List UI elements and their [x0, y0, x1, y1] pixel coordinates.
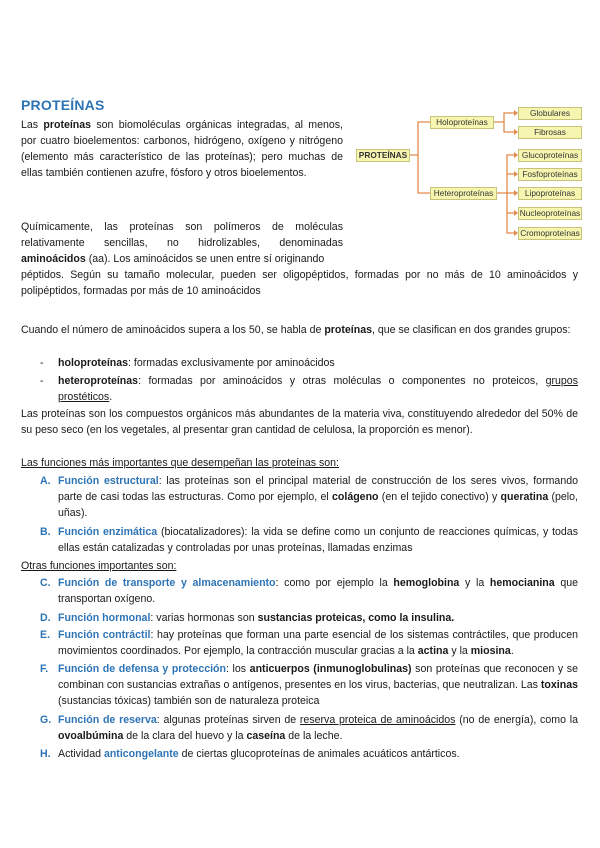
function-d: D. Función hormonal: varias hormonas son sustancias proteicas, como la insulina. — [40, 612, 455, 624]
function-c: C. Función de transporte y almacenamiento: como por ejemplo la hemoglobina y la hemocianina que transportan oxígeno. — [40, 577, 579, 605]
page-title: PROTEÍNAS — [21, 97, 105, 113]
chemistry-paragraph: Químicamente, las proteínas son polímeros de moléculas relativamente sencillas, no hidrolizables, denominadas aminoácidos (aa). Los aminoácidos se unen entre sí originando — [21, 221, 343, 265]
classification-paragraph: Cuando el número de aminoácidos supera a los 50, se habla de proteínas, que se clasifican en dos grandes grupos: — [21, 324, 571, 336]
intro-paragraph: Las proteínas son biomoléculas orgánicas integradas, al menos, por cuatro bioelementos: carbonos, hidrógeno, oxígeno y nitrógeno (elemento más característico de las proteínas); pero muchas de ellas también contienen azufre, fósforo y otros bioelementos. — [21, 119, 344, 179]
diagram-cromoproteinas-box: Cromoproteínas — [518, 227, 582, 240]
diagram-lipoproteinas-box: Lipoproteínas — [518, 187, 582, 200]
function-f: F. Función de defensa y protección: los anticuerpos (inmunoglobulinas) son proteínas que reconocen y se combinan con sustancias extrañas o antígenos, presentes en los virus, bacterias, que neutralizan. Las toxinas (sustancias tóxicas) también son de naturaleza proteica — [40, 663, 578, 707]
diagram-globulares-box: Globulares — [518, 107, 582, 120]
protein-classification-diagram — [352, 103, 588, 245]
function-h: H. Actividad anticongelante de ciertas glucoproteínas de animales acuáticos antárticos. — [40, 748, 460, 760]
dash-bullet: - — [40, 357, 44, 369]
abundance-paragraph: Las proteínas son los compuestos orgánicos más abundantes de la materia viva, constituyendo alrededor del 50% de su peso seco (en los vegetales, al presentar gran cantidad de celulosa, la proporción es menor). — [21, 408, 578, 436]
function-g: G. Función de reserva: algunas proteínas sirven de reserva proteica de aminoácidos (no de energía), como la ovoalbúmina de la clara del huevo y la caseína de la leche. — [40, 714, 578, 742]
dash-bullet: - — [40, 375, 44, 387]
function-e: E. Función contráctil: hay proteínas que forman una parte esencial de los sistemas contráctiles, que producen movimientos coordinados. Por ejemplo, la contracción muscular gracias a la actina y la miosina. — [40, 629, 578, 657]
diagram-fibrosas-box: Fibrosas — [518, 126, 582, 139]
other-functions-heading: Otras funciones importantes son: — [21, 560, 177, 572]
function-b: B. Función enzimática (biocatalizadores): la vida se define como un conjunto de reacciones químicas, y todas ellas están catalizadas y controladas por unas proteínas, llamadas enzimas — [40, 526, 578, 554]
diagram-heteroproteinas-box: Heteroproteínas — [430, 187, 497, 200]
peptides-paragraph: péptidos. Según su tamaño molecular, pueden ser oligopéptidos, formadas por no más de 10 aminoácidos y polipéptidos, formadas por más de 10 aminoácidos — [21, 269, 578, 297]
diagram-holoproteinas-box: Holoproteínas — [430, 116, 494, 129]
diagram-fosfoproteinas-box: Fosfoproteínas — [518, 168, 582, 181]
diagram-glucoproteinas-box: Glucoproteínas — [518, 149, 582, 162]
function-a: A. Función estructural: las proteínas son el principal material de construcción de los seres vivos, formando parte de casi todas las estructuras. Como por ejemplo, el colágeno (en el tejido conectivo) y queratina (pelo, uñas). — [40, 475, 578, 519]
main-functions-heading: Las funciones más importantes que desempeñan las proteínas son: — [21, 457, 340, 469]
diagram-root-box: PROTEÍNAS — [356, 149, 410, 162]
diagram-nucleoproteinas-box: Nucleoproteínas — [519, 208, 581, 218]
